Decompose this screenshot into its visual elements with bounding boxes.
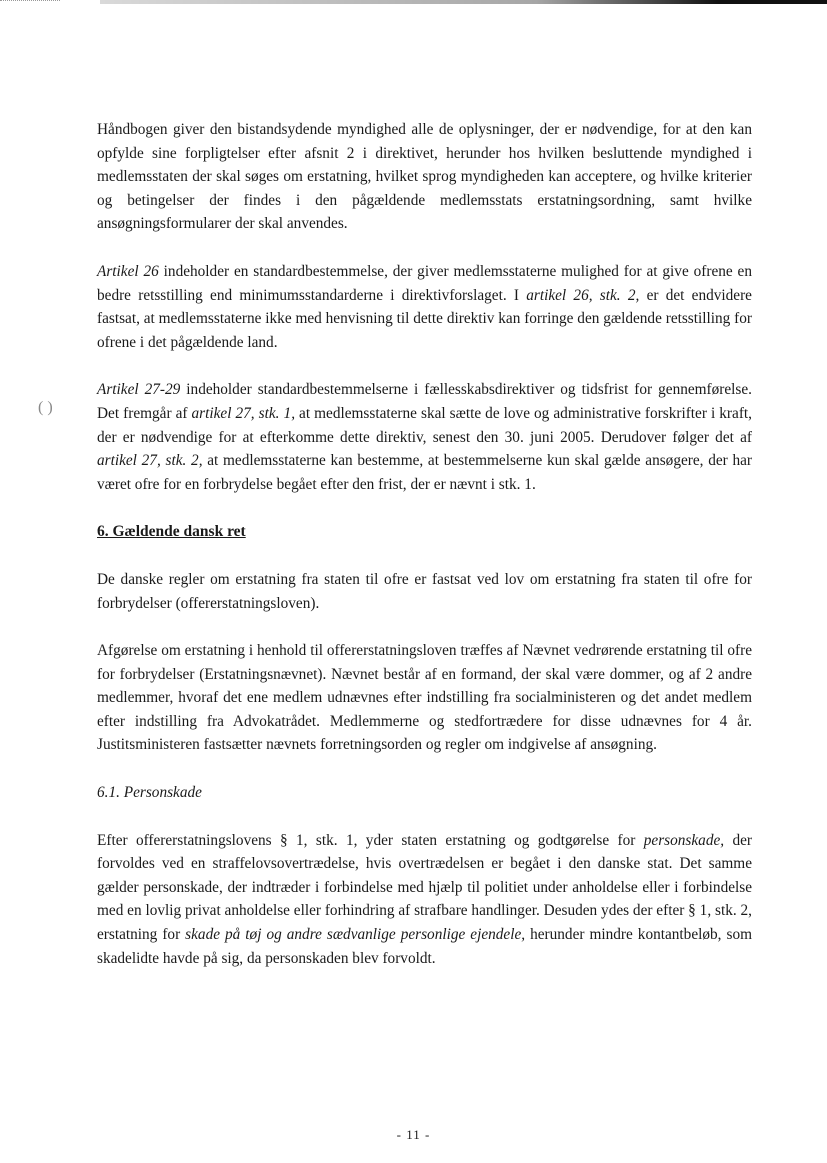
paragraph-article-26: Artikel 26 indeholder en standardbestemmelse, der giver medlemsstaterne mulighed for at give ofrene en bedre retsstilling end minimumsstandarderne i direktivforslaget. I artikel 26, stk. 2, er det endvidere fastsat, at medlemsstaterne ikke med henvisning til dette direktiv kan forringe den gældende retsstilling for ofrene i det pågældende land.: [97, 262, 752, 351]
scan-speck: ( ): [38, 399, 53, 416]
article-ref: Artikel 27-29: [97, 381, 181, 399]
section-heading-6: 6. Gældende dansk ret: [97, 523, 246, 541]
page-number: - 11 -: [396, 1127, 431, 1142]
emphasis: skade på tøj og andre sædvanlige personlige ejendele,: [185, 926, 526, 944]
emphasis: personskade,: [643, 831, 725, 849]
paragraph-handbook: Håndbogen giver den bistandsydende myndighed alle de oplysninger, der er nødvendige, for at den kan opfylde sine forpligtelser efter afsnit 2 i direktivet, herunder hos hvilken besluttende myndighed i medlemsstaten der skal søges om erstatning, hvilket sprog myndigheden kan acceptere, og hvilke kriterier og betingelser der findes i den pågældende medlemsstats erstatningsordning, samt hvilke ansøgningsformularer der skal anvendes.: [97, 121, 752, 233]
document-body: [97, 118, 752, 970]
article-ref: artikel 26, stk. 2,: [526, 286, 640, 304]
paragraph-article-27-29: Artikel 27-29 indeholder standardbestemmelserne i fællesskabsdirektiver og tidsfrist for gennemførelse. Det fremgår af artikel 27, stk. 1, at medlemsstaterne skal sætte de love og administrative forskrifter i kraft, der er nødvendige for at efterkomme dette direktiv, senest den 30. juni 2005. Derudover følger det af artikel 27, stk. 2, at medlemsstaterne kan bestemme, at bestemmelserne kun skal gælde ansøgere, der har været ofre for en forbrydelse begået efter den frist, der er nævnt i stk. 1.: [97, 381, 753, 493]
scan-artifact-dots: [0, 0, 60, 3]
paragraph-danish-rules: De danske regler om erstatning fra staten til ofre er fastsat ved lov om erstatning fra staten til ofre for forbrydelser (offererstatningsloven).: [97, 570, 752, 612]
article-ref: artikel 27, stk. 2,: [97, 452, 203, 470]
paragraph-decision: Afgørelse om erstatning i henhold til offererstatningsloven træffes af Nævnet vedrørende erstatning til ofre for forbrydelser (Erstatningsnævnet). Nævnet består af en formand, der skal være dommer, og af 2 andre medlemmer, hvoraf det ene medlem udnævnes efter indstilling fra socialministeren og det andet medlem efter indstilling fra Advokatrådet. Medlemmerne og stedfortrædere for disse udnævnes for 4 år. Justitsministeren fastsætter nævnets forretningsorden og regler om indgivelse af ansøgning.: [97, 642, 752, 754]
subsection-heading-6-1: 6.1. Personskade: [97, 784, 202, 802]
article-ref: Artikel 26: [97, 262, 159, 280]
article-ref: artikel 27, stk. 1,: [191, 404, 296, 422]
paragraph-personal-injury: Efter offererstatningslovens § 1, stk. 1, yder staten erstatning og godtgørelse for personskade, der forvoldes ved en straffelovsovertrædelse, hvis overtrædelsen er begået i den danske stat. Det samme gælder personskade, der indtræder i forbindelse med hjælp til politiet under anholdelse eller i forbindelse med en lovlig privat anholdelse eller forhindring af strafbare handlinger. Desuden ydes der efter § 1, stk. 2, erstatning for skade på tøj og andre sædvanlige personlige ejendele, herunder mindre kontantbeløb, som skadelidte havde på sig, da personskaden blev forvoldt.: [97, 831, 752, 967]
scan-artifact-bar: [100, 0, 827, 4]
